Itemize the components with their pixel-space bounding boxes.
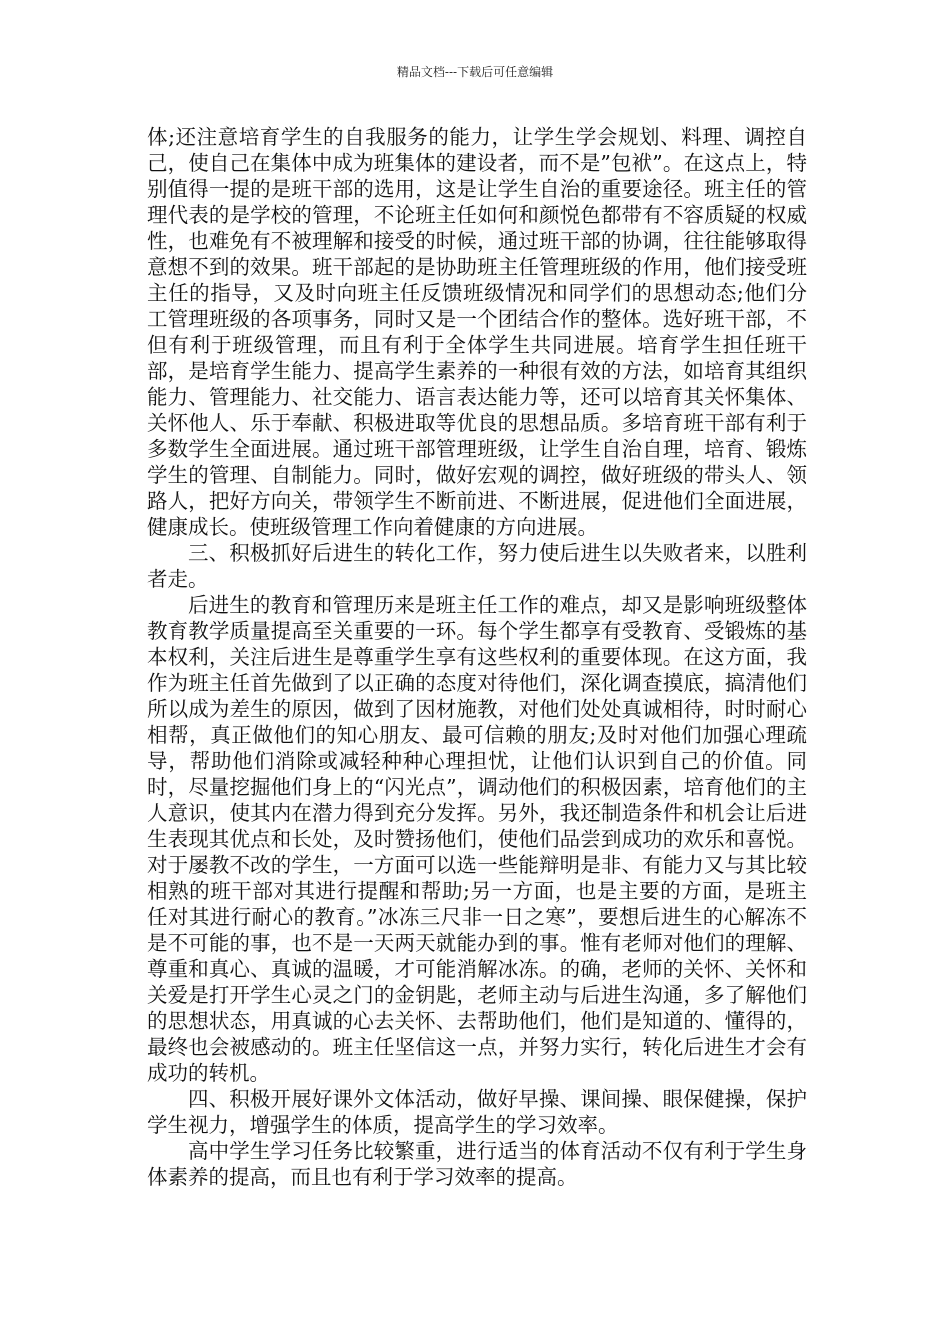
- section-heading-three: 三、积极抓好后进生的转化工作，努力使后进生以失败者来，以胜利者走。: [147, 541, 807, 591]
- paragraph-sports-activities: 高中学生学习任务比较繁重，进行适当的体育活动不仅有利于学生身体素养的提高，而且也有利于学习效率的提高。: [147, 1139, 807, 1189]
- document-body: [147, 124, 807, 1190]
- paragraph-backward-students: 后进生的教育和管理历来是班主任工作的难点，却又是影响班级整体教育教学质量提高至关重要的一环。每个学生都享有受教育、受锻炼的基本权利，关注后进生是尊重学生享有这些权利的重要体现。在这方面，我作为班主任首先做到了以正确的态度对待他们，深化调查摸底，搞清他们所以成为差生的原因，做到了因材施教，对他们处处真诚相待，时时耐心相帮，真正做他们的知心朋友、最可信赖的朋友;及时对他们加强心理疏导，帮助他们消除或减轻种种心理担忧，让他们认识到自己的价值。同时，尽量挖掘他们身上的“闪光点”，调动他们的积极因素，培育他们的主人意识，使其内在潜力得到充分发挥。另外，我还制造条件和机会让后进生表现其优点和长处，及时赞扬他们，使他们品尝到成功的欢乐和喜悦。对于屡教不改的学生，一方面可以选一些能辩明是非、有能力又与其比较相熟的班干部对其进行提醒和帮助;另一方面，也是主要的方面，是班主任对其进行耐心的教育。”冰冻三尺非一日之寒”，要想后进生的心解冻不是不可能的事，也不是一天两天就能办到的事。惟有老师对他们的理解、尊重和真心、真诚的温暖，才可能消解冰冻。的确，老师的关怀、关怀和关爱是打开学生心灵之门的金钥匙，老师主动与后进生沟通，多了解他们的思想状态，用真诚的心去关怀、去帮助他们，他们是知道的、懂得的，最终也会被感动的。班主任坚信这一点，并努力实行，转化后进生才会有成功的转机。: [147, 593, 807, 1085]
- section-heading-four: 四、积极开展好课外文体活动，做好早操、课间操、眼保健操，保护学生视力，增强学生的体质，提高学生的学习效率。: [147, 1087, 807, 1137]
- page-header: 精品文档---下载后可任意编辑: [396, 65, 554, 79]
- paragraph-class-cadres: 体;还注意培育学生的自我服务的能力，让学生学会规划、料理、调控自己，使自己在集体中成为班集体的建设者，而不是”包袱”。在这点上，特别值得一提的是班干部的选用，这是让学生自治的重要途径。班主任的管理代表的是学校的管理，不论班主任如何和颜悦色都带有不容质疑的权威性，也难免有不被理解和接受的时候，通过班干部的协调，往往能够取得意想不到的效果。班干部起的是协助班主任管理班级的作用，他们接受班主任的指导，又及时向班主任反馈班级情况和同学们的思想动态;他们分工管理班级的各项事务，同时又是一个团结合作的整体。选好班干部，不但有利于班级管理，而且有利于全体学生共同进展。培育学生担任班干部，是培育学生能力、提高学生素养的一种很有效的方法，如培育其组织能力、管理能力、社交能力、语言表达能力等，还可以培育其关怀集体、关怀他人、乐于奉献、积极进取等优良的思想品质。多培育班干部有利于多数学生全面进展。通过班干部管理班级，让学生自治自理，培育、锻炼学生的管理、自制能力。同时，做好宏观的调控，做好班级的带头人、领路人，把好方向关，带领学生不断前进、不断进展，促进他们全面进展，健康成长。使班级管理工作向着健康的方向进展。: [147, 125, 807, 539]
